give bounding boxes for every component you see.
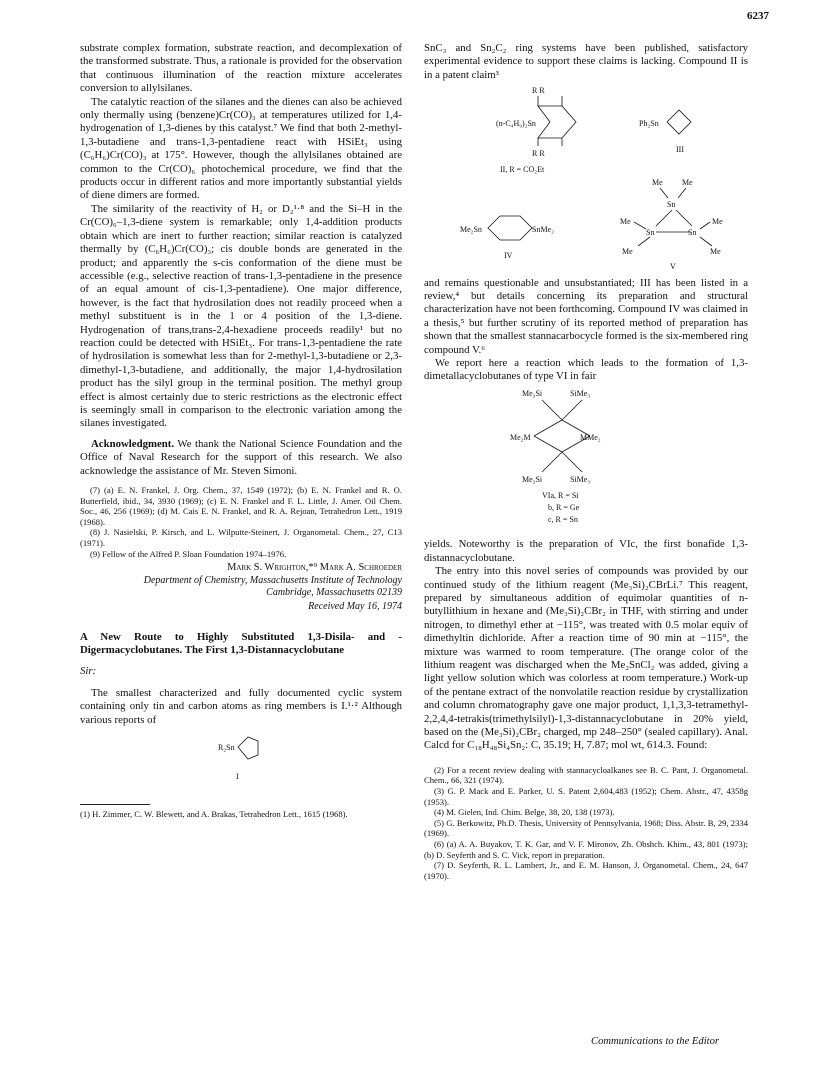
- paragraph: and remains questionable and unsubstantiated; III has been listed in a review,⁴ but details concerning its preparation and structural characterization have not been forthcoming. Compound IV was claimed in a thesis,⁵ but further scrutiny of its reported method of preparation has shown that the smallest stannacarbocycle formed is the six-membered ring compound V.⁶: [424, 276, 748, 356]
- structure-I: [80, 727, 402, 793]
- structure-V-me: Me: [712, 217, 723, 227]
- footnote: (7) D. Seyferth, R. L. Lambert, Jr., and E. M. Hanson, J. Organometal. Chem., 24, 647 (1970).: [424, 860, 748, 881]
- footnote: (5) G. Berkowitz, Ph.D. Thesis, University of Pennsylvania, 1968; Diss. Abstr. B, 29, 2334 (1969).: [424, 817, 748, 839]
- structure-III-ring: [667, 110, 691, 134]
- affiliation-line-2: Cambridge, Massachusetts 02139: [266, 586, 402, 598]
- structure-III-sn: Ph₂Sn: [639, 119, 659, 129]
- footnote: (1) H. Zimmer, C. W. Blewett, and A. Brakas, Tetrahedron Lett., 1615 (1968).: [80, 809, 348, 820]
- structure-II-label: II, R = CO₂Et: [500, 165, 545, 175]
- structure-III-label: III: [676, 145, 684, 155]
- paragraph: The catalytic reaction of the silanes and the dienes can also be achieved only thermally using (benzene)Cr(CO)₃ at temperatures utilized for 1,4-hydrogenation of 1,3-dienes by this catalyst.⁷ We find that both 2-methyl-1,3-butadiene and trans-1,3-pentadiene react with HSiEt₃ using (C₆H₆)Cr(CO)₃ at 175°. However, though the allylsilanes obtained are common to the Cr(CO)₆ photochemical procedure, we find that the products occur in different ratios and more importantly substantial yields of diene dimers are formed.: [80, 95, 402, 202]
- structure-I-label: I: [236, 772, 239, 781]
- structure-IV-ring: [488, 216, 532, 240]
- structure-VI-label-a: VIa, R = Si: [542, 490, 579, 500]
- right-column: [424, 42, 748, 881]
- structure-V-sn: Sn: [646, 228, 655, 238]
- paragraph: The smallest characterized and fully documented cyclic system containing only tin and carbon atoms as ring members is I.¹·² Although various reports of: [80, 686, 402, 726]
- structure-IV-left: Me₂Sn: [460, 225, 482, 235]
- paragraph: yields. Noteworthy is the preparation of VIc, the first bonafide 1,3-distannacyclobutane.: [424, 538, 748, 564]
- affiliation-line-1: Department of Chemistry, Massachusetts Institute of Technology: [143, 574, 402, 586]
- paragraph: SnC₃ and Sn₂C₂ ring systems have been published, satisfactory experimental evidence to support these claims is lacking. Compound II is in a patent claim³: [424, 42, 748, 81]
- structure-V-sn: Sn: [667, 200, 676, 210]
- ack-text: We thank the National Science Foundation and the Office of Naval Research for the support of this research. We also acknowledge the assistance of Mr. Steven Simoni.: [80, 437, 402, 477]
- received-date: Received May 16, 1974: [308, 600, 402, 612]
- structure-VI-bl: Me₃Si: [522, 474, 543, 484]
- structure-VI-mr: MMe₂: [580, 432, 601, 442]
- structure-I-sn: R₂Sn: [218, 743, 235, 752]
- structure-VI-tl: Me₃Si: [522, 388, 543, 398]
- structure-V-me: Me: [622, 247, 633, 257]
- footnote: (3) G. P. Mack and E. Parker, U. S. Patent 2,604,483 (1952); Chem. Abstr., 47, 4358g (1953).: [424, 785, 748, 807]
- footnote: (2) For a recent review dealing with stannacycloalkanes see B. C. Pant, J. Organometal. Chem., 66, 321 (1974).: [424, 764, 748, 786]
- footnote-rule: [80, 804, 150, 805]
- page-footer: Communications to the Editor: [591, 1036, 720, 1047]
- footnote: (7) (a) E. N. Frankel, J. Org. Chem., 37, 1549 (1972); (b) E. N. Frankel and R. O. Butterfield, ibid., 34, 3930 (1969); (c) E. N. Frankel and F. L. Little, J. Amer. Oil Chem. Soc., 46, 256 (1969); (d) M. Cais E. N. Frankel, and R. A. Rejoan, Tetrahedron Lett., 1919 (1968).: [80, 485, 402, 527]
- structure-VI-br: SiMe₃: [570, 474, 591, 484]
- structure-IV-label: IV: [504, 251, 513, 261]
- structure-II-top: R R: [532, 86, 545, 96]
- structure-I-ring: [238, 737, 258, 759]
- structure-VI-ml: Me₂M: [510, 432, 531, 442]
- ack-heading: Acknowledgment.: [91, 437, 175, 450]
- structure-V-sn: Sn: [688, 228, 697, 238]
- structure-VI-label-b: b, R = Ge: [548, 502, 580, 512]
- structure-VI-label-c: c, R = Sn: [548, 514, 578, 524]
- structure-II-bottom: R R: [532, 149, 545, 159]
- paragraph: The entry into this novel series of compounds was provided by our continued study of the lithium reagent (Me₃Si)₂CBrLi.⁷ This reagent, prepared by simultaneous addition of equimolar quantities of n-butyllithium in hexane and (Me₃Si)₂CBr₂ in THF, with stirring and under nitrogen, to dimethyl ether at −115°, was treated with 0.5 molar equiv of dimethyltin dichloride. After a reaction time of 90 min at −115°, the mixture was warmed to room temperature. (The orange color of the lithium reagent was discharged when the Me₂SnCl₂ was added, giving a light yellow solution which was colorless at room temperature.) Work-up of the pentane extract of the nonvolatile reaction residue by crystallization and column chromatography gave one major product, 1,1,3,3-tetramethyl-2,2,4,4-tetrakis(trimethylsilyl)-1,3-distannacyclobutane in 20% yield, based on the (Me₃Si)₂CBr₂ charged, mp 248–250° (sealed capillary). Anal. Calcd for C₁₈H₄₈Si₄Sn₂: C, 35.19; H, 7.87; mol wt, 614.3. Found:: [424, 565, 748, 752]
- footnotes-left: [80, 485, 402, 559]
- article-title: A New Route to Highly Substituted 1,3-Disila- and -Digermacyclobutanes. The First 1,3-Distannacyclobutane: [80, 631, 402, 657]
- footnote: (9) Fellow of the Alfred P. Sloan Foundation 1974–1976.: [90, 548, 287, 559]
- left-column: [80, 42, 402, 820]
- salutation: Sir:: [80, 665, 97, 678]
- footnote: (8) J. Nasielski, P. Kirsch, and L. Wilputte-Steinert, J. Organometal. Chem., 27, C13 (1971).: [80, 527, 402, 548]
- authors: Mark S. Wrighton,*⁹ Mark A. Schroeder: [227, 562, 402, 574]
- structure-V-me: Me: [652, 178, 663, 188]
- footnotes-right: [424, 765, 748, 882]
- structure-V-me: Me: [620, 217, 631, 227]
- structure-IV-right: SnMe₂: [532, 225, 554, 235]
- footnote: (4) M. Gielen, Ind. Chim. Belge, 38, 20, 138 (1973).: [434, 807, 615, 818]
- page-number: 6237: [747, 10, 769, 22]
- paragraph: The similarity of the reactivity of H₂ or D₂¹·⁸ and the Si–H in the Cr(CO)₆–1,3-diene system is remarkable; only 1,4-addition products obtain which are inert to further reaction; similar reaction is catalyzed thermally by (C₆H₆)Cr(CO)₃; cis double bonds are generated in the product; and apparently the s-cis conformation of the diene must be accessible (e.g., selective reaction of trans-1,3-pentadiene in the presence of an equal amount of cis-1,3-pentadiene). One major difference, however, is the fact that hydrosilation does not readily proceed when a methyl substituent is in the 1 or 4 position of the 1,3-diene. Hydrogenation of trans,trans-2,4-hexadiene proceeds readily¹ but no reaction could be detected with HSiEt₃. For trans-1,3-pentadiene the rate of hydrosilation is somewhat less than for 2-methyl-1,3-butadiene or 2,3-dimethyl-1,3-butadiene, and additionally, the major 1,4-hydrosilation product has the silyl group in the terminal position. The methyl group effect is almost certainly due to steric restrictions as the electronic effect is seemingly small in comparison to the electronic variation among the silanes investigated.: [80, 202, 402, 430]
- structures-II-V: [424, 82, 748, 272]
- paragraph: substrate complex formation, substrate reaction, and decomplexation of the transformed substrate. Thus, a rationale is provided for the observation that continuous illumination of the reaction mixture accelerates conversion to allylsilanes.: [80, 42, 402, 95]
- acknowledgment: [80, 438, 402, 478]
- structure-VI-tr: SiMe₃: [570, 388, 591, 398]
- paragraph: We report here a reaction which leads to the formation of 1,3-dimetallacyclobutanes of type VI in fair: [424, 357, 748, 383]
- structure-II-sn: (n-C₄H₉)₂Sn: [496, 119, 536, 129]
- structure-V-label: V: [670, 262, 676, 272]
- structure-V-me: Me: [710, 247, 721, 257]
- structure-V-me: Me: [682, 178, 693, 188]
- footnote: (6) (a) A. A. Buyakov, T. K. Gar, and V. F. Mironov, Zh. Obshch. Khim., 43, 801 (1973); (b) D. Seyferth and S. C. Vick, report in preparation.: [424, 838, 748, 860]
- structure-VI: [424, 384, 748, 534]
